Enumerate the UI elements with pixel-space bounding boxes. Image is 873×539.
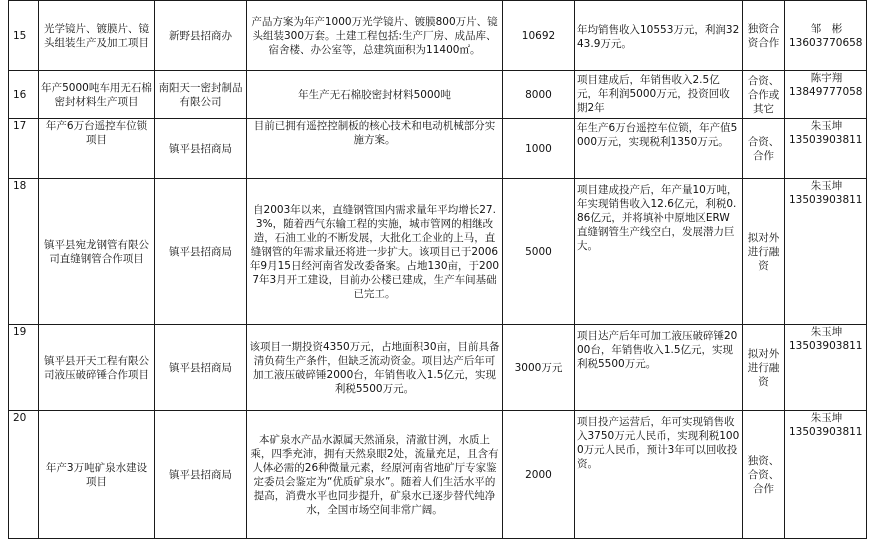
table-row bbox=[9, 71, 867, 119]
investment-amount: 1000 bbox=[503, 119, 575, 179]
project-content: 产品方案为年产1000万光学镜片、镀膜800万片、镜头组装300万套。土建工程包括:生产厂房、成品库、宿舍楼、办公室等，总建筑面积为11400㎡。 bbox=[247, 1, 503, 71]
project-name: 光学镜片、镀膜片、镜头组装生产及加工项目 bbox=[39, 1, 155, 71]
project-content: 目前已拥有遥控控制板的核心技术和电动机械部分实施方案。 bbox=[247, 119, 503, 179]
economic-benefit: 项目建成投产后，年产量10万吨，年实现销售收入12.6亿元，利税0.86亿元，并将填补中原地区ERW直缝钢管生产线空白，发展潜力巨大。 bbox=[575, 179, 743, 325]
contact-cell bbox=[785, 119, 867, 179]
table-row bbox=[9, 1, 867, 71]
economic-benefit: 项目建成后，年销售收入2.5亿元，年利润5000万元，投资回收期2年 bbox=[575, 71, 743, 119]
unit-name: 镇平县招商局 bbox=[155, 325, 247, 411]
row-number: 19 bbox=[9, 325, 39, 411]
economic-benefit: 项目投产运营后，年可实现销售收入3750万元人民币，实现利税1000万元人民币，预计3年可以回收投资。 bbox=[575, 411, 743, 539]
unit-name: 镇平县招商局 bbox=[155, 179, 247, 325]
contact-cell bbox=[785, 71, 867, 119]
contact-name: 朱玉坤 bbox=[810, 326, 843, 338]
economic-benefit: 年均销售收入10553万元，利润3243.9万元。 bbox=[575, 1, 743, 71]
contact-phone: 13503903811 bbox=[789, 426, 863, 438]
project-content: 该项目一期投资4350万元，占地面积30亩，目前具备清负荷生产条件，但缺乏流动资金。项目达产后年可加工液压破碎锤2000台，年销售收入1.5亿元，实现利税5500万元。 bbox=[247, 325, 503, 411]
investment-amount: 2000 bbox=[503, 411, 575, 539]
project-name: 年产3万吨矿泉水建设项目 bbox=[39, 411, 155, 539]
contact-name: 朱玉坤 bbox=[810, 120, 843, 132]
project-table bbox=[8, 0, 867, 539]
contact-phone: 13603770658 bbox=[789, 36, 863, 49]
table-row bbox=[9, 325, 867, 411]
project-content: 本矿泉水产品水源属天然涌泉，清澈甘洌，水质上乘，四季充沛，拥有天然泉眼2处，流量充足，且含有人体必需的26种微量元素，经原河南省地矿厅专家鉴定委员会鉴定为“优质矿泉水”。随着人们生活水平的提高，消费水平也同步提升，矿泉水已逐步替代纯净水，全国市场空间非常广阔。 bbox=[247, 411, 503, 539]
row-number: 20 bbox=[9, 411, 39, 539]
table-row bbox=[9, 411, 867, 539]
row-number: 16 bbox=[9, 71, 39, 119]
cooperation-mode: 拟对外进行融资 bbox=[743, 179, 785, 325]
contact-name: 邹 彬 bbox=[810, 22, 843, 35]
project-name: 年产6万台遥控车位锁项目 bbox=[39, 119, 155, 179]
cooperation-mode: 合资、合作 bbox=[743, 119, 785, 179]
contact-phone: 13503903811 bbox=[789, 194, 863, 206]
project-name: 镇平县开天工程有限公司液压破碎锤合作项目 bbox=[39, 325, 155, 411]
project-content: 自2003年以来，直缝钢管国内需求量年平均增长27.3%，随着西气东输工程的实施，城市管网的相继改造，石油工业的不断发展，大批化工企业的上马，直缝钢管的年需求量还将进一步扩大。该项目已于2006年9月15日经河南省发改委备案。占地130亩，于2007年3月开工建设，目前办公楼已建成，生产车间基础已完工。 bbox=[247, 179, 503, 325]
cooperation-mode: 独资、合资、合作 bbox=[743, 411, 785, 539]
economic-benefit: 年生产6万台遥控车位锁，年产值5000万元，实现税利1350万元。 bbox=[575, 119, 743, 179]
investment-amount: 3000万元 bbox=[503, 325, 575, 411]
cooperation-mode: 独资合资合作 bbox=[743, 1, 785, 71]
contact-name: 朱玉坤 bbox=[810, 180, 843, 192]
contact-phone: 13503903811 bbox=[789, 340, 863, 352]
contact-cell bbox=[785, 179, 867, 325]
contact-phone: 13849777058 bbox=[789, 86, 863, 98]
investment-amount: 10692 bbox=[503, 1, 575, 71]
project-name: 镇平县宛龙钢管有限公司直缝钢管合作项目 bbox=[39, 179, 155, 325]
contact-name: 朱玉坤 bbox=[810, 412, 843, 424]
unit-name: 南阳天一密封制品有限公司 bbox=[155, 71, 247, 119]
contact-name: 陈宇翔 bbox=[810, 72, 843, 84]
contact-phone: 13503903811 bbox=[789, 134, 863, 146]
investment-amount: 5000 bbox=[503, 179, 575, 325]
unit-name: 新野县招商办 bbox=[155, 1, 247, 71]
unit-name: 镇平县招商局 bbox=[155, 119, 247, 179]
table-row bbox=[9, 179, 867, 325]
contact-cell bbox=[785, 1, 867, 71]
cooperation-mode: 拟对外进行融资 bbox=[743, 325, 785, 411]
row-number: 17 bbox=[9, 119, 39, 179]
economic-benefit: 项目达产后年可加工液压破碎锤2000台，年销售收入1.5亿元，实现利税5500万元。 bbox=[575, 325, 743, 411]
table-row bbox=[9, 119, 867, 179]
contact-cell bbox=[785, 325, 867, 411]
row-number: 18 bbox=[9, 179, 39, 325]
contact-cell bbox=[785, 411, 867, 539]
project-content: 年生产无石棉胶密封材料5000吨 bbox=[247, 71, 503, 119]
cooperation-mode: 合资、合作或其它 bbox=[743, 71, 785, 119]
project-name: 年产5000吨车用无石棉密封材料生产项目 bbox=[39, 71, 155, 119]
unit-name: 镇平县招商局 bbox=[155, 411, 247, 539]
row-number: 15 bbox=[9, 1, 39, 71]
investment-amount: 8000 bbox=[503, 71, 575, 119]
